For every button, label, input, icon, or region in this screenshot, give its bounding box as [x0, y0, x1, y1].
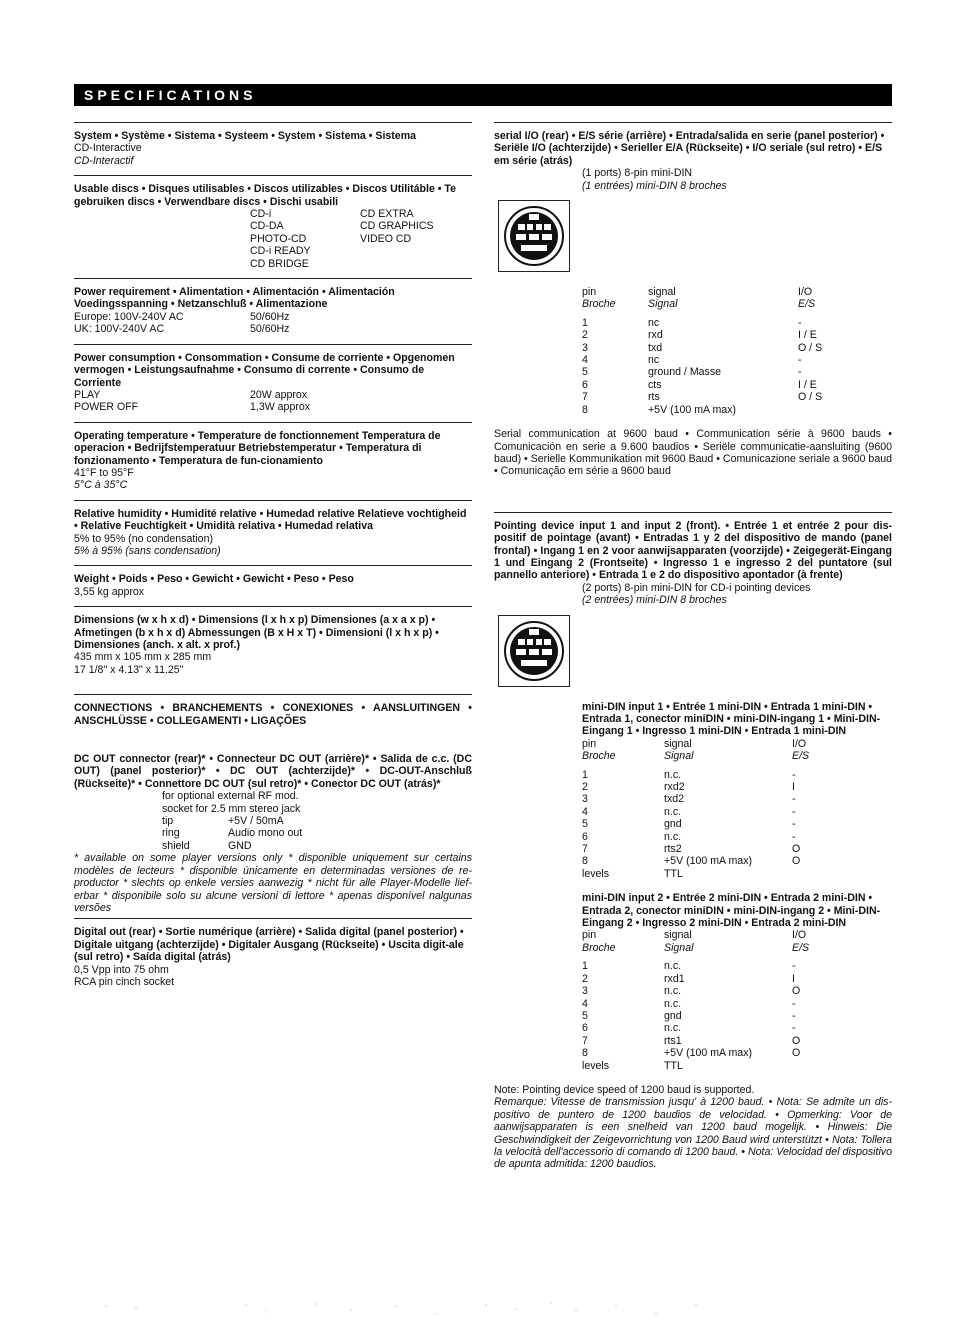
power-row: [74, 311, 472, 323]
pin-header: I/O: [798, 286, 813, 299]
power-row-label: Europe: 100V-240V AC: [74, 310, 184, 323]
consumption-row-value: 20W approx: [250, 388, 308, 401]
pin-io: I: [792, 781, 795, 793]
power-requirement-section: [74, 278, 472, 344]
consumption-row: [74, 389, 472, 401]
pin-signal: rts2: [664, 843, 682, 856]
pin-signal: nc: [648, 316, 660, 329]
disc-item: CD-DA: [250, 220, 284, 233]
system-value-fr: CD-Interactif: [74, 154, 134, 167]
pin-io: -: [792, 960, 796, 973]
humidity-value-fr: 5% à 95% (sans condensation): [74, 544, 221, 557]
pin-number: levels: [582, 867, 610, 880]
disc-item: [360, 245, 470, 257]
disc-item: CD BRIDGE: [250, 257, 309, 270]
discs-section: [74, 175, 472, 278]
dcout-pins: [162, 815, 472, 852]
power-row-value: 50/60Hz: [250, 310, 290, 323]
dcout-footnote: * available on some player versions only * disponible uniquement sur certains modèles de lecteurs * disponible únicamente en determinadas versiones de re-productor * slechts op enkele versies aanwezig * nicht für alle Player-Modelle lief-erbar * disponibile solo su alcune versioni di lettore * apenas disponível nalgunas versões: [74, 852, 472, 914]
disc-item: PHOTO-CD: [250, 232, 307, 245]
serial-ports: (1 ports) 8-pin mini-DIN: [582, 167, 693, 180]
pin-io: -: [792, 830, 796, 843]
temperature-value-c: 5°C à 35°C: [74, 479, 128, 492]
disc-item: VIDEO CD: [360, 232, 412, 245]
pin-number: levels: [582, 1059, 610, 1072]
pin-signal: gnd: [664, 1009, 682, 1022]
digital-out-value: 0,5 Vpp into 75 ohm: [74, 963, 169, 976]
dcout-pin-label: ring: [162, 827, 180, 840]
pin-number: 3: [582, 985, 588, 998]
dimensions-metric: 435 mm x 105 mm x 285 mm: [74, 651, 212, 664]
pin-number: 6: [582, 378, 588, 391]
pin-signal: n.c.: [664, 985, 682, 998]
pin-io: [798, 404, 858, 416]
dcout-section: [74, 753, 472, 918]
pin-io: [792, 868, 832, 880]
digital-out-heading: Digital out (rear) • Sortie numérique (arrière) • Salida digital (panel posterior) • Digitale uitgang (achterzijde) • Digitaler Ausgang (Rückseite) • Uscita digit-ale (sul retro) • Saída digital (atrás): [74, 926, 464, 964]
dcout-line: for optional external RF mod.: [162, 790, 299, 803]
pin-signal: n.c.: [664, 805, 682, 818]
pin-io: -: [792, 793, 796, 806]
system-section: [74, 122, 472, 175]
power-row-label: UK: 100V-240V AC: [74, 323, 165, 336]
pin-header: pin: [582, 286, 597, 299]
serial-pin-table: [582, 286, 892, 416]
pin-header: signal: [664, 737, 692, 750]
connections-section: [74, 694, 472, 753]
power-row-value: 50/60Hz: [250, 323, 290, 336]
pin-header: I/O: [792, 737, 807, 750]
pin-signal: n.c.: [664, 830, 682, 843]
pin-header-fr: E/S: [792, 750, 810, 763]
pin-number: 7: [582, 391, 588, 404]
pin-signal: +5V (100 mA max): [664, 1047, 753, 1060]
pin-number: 6: [582, 1022, 588, 1035]
pin-signal: rxd: [648, 329, 663, 342]
power-consumption-heading: Power consumption • Consommation • Consume de corriente • Opgenomen vermogen • Leistungsaufnahme • Consumo di corrente • Consumo de Corriente: [74, 351, 455, 389]
weight-section: [74, 565, 472, 606]
pin-signal: txd2: [664, 793, 685, 806]
dimensions-section: [74, 606, 472, 694]
pin-io: O / S: [798, 391, 823, 404]
pin-io: -: [792, 1009, 796, 1022]
pin-number: 4: [582, 997, 588, 1010]
pin-io: O: [792, 843, 801, 856]
disc-item: CD-i READY: [250, 245, 311, 258]
humidity-value: 5% to 95% (no condensation): [74, 532, 213, 545]
pin-io: -: [792, 805, 796, 818]
input2-heading: mini-DIN input 2 • Entrée 2 mini-DIN • Entrada 2 mini-DIN • Entrada 2, conector miniDIN • mini-DIN-ingang 2 • Mini-DIN-Eingang 2 • Ingresso 2 mini-DIN • Entrada 2 mini-DIN: [582, 892, 881, 930]
input1-heading: mini-DIN input 1 • Entrée 1 mini-DIN • Entrada 1 mini-DIN • Entrada 1, conector miniDIN • mini-DIN-ingang 1 • Mini-DIN-Eingang 1 • Ingresso 1 mini-DIN • Entrada 1 mini-DIN: [582, 700, 881, 738]
scan-noise-decoration: [96, 1300, 736, 1324]
discs-list: [250, 208, 472, 270]
pin-number: 8: [582, 403, 588, 416]
humidity-section: [74, 500, 472, 566]
pin-number: 2: [582, 972, 588, 985]
pin-io: -: [798, 354, 802, 367]
dcout-pin-value: Audio mono out: [228, 827, 303, 840]
power-row: [74, 323, 472, 335]
dcout-pin-label: shield: [162, 839, 190, 852]
system-value: CD-Interactive: [74, 142, 142, 155]
pin-signal: gnd: [664, 818, 682, 831]
temperature-heading: Operating temperature • Temperature de fonctionnement Temperatura de operacion • Bedrijfstemperatuur Betriebstemperatur • Temperatura di fonzionamento • Temperatura de fun-cionamiento: [74, 429, 441, 467]
serial-section: [494, 122, 892, 512]
power-consumption-section: [74, 344, 472, 422]
dcout-heading: DC OUT connector (rear)* • Connecteur DC OUT (arrière)* • Salida de c.c. (DC OUT) (panel posterior)* • DC OUT (achterzijde)* • DC-OUT-Anschluß (Rückseite)* • Connettore DC OUT (sul retro)* • Conector DC OUT (atrás)*: [74, 753, 472, 790]
pin-signal: rts1: [664, 1034, 682, 1047]
pin-signal: rts: [648, 391, 660, 404]
pin-header-fr: Broche: [582, 750, 616, 763]
pin-signal: rxd1: [664, 972, 685, 985]
pin-number: 2: [582, 329, 588, 342]
power-requirement-heading: Power requirement • Alimentation • Alimentación • Alimentación Voedingsspanning • Netzanschluß • Alimentazione: [74, 286, 395, 311]
consumption-row-label: PLAY: [74, 388, 101, 401]
pin-io: -: [792, 818, 796, 831]
pin-io: O: [792, 985, 801, 998]
pointing-section: [494, 512, 892, 1179]
pointing-ports-fr: (2 entrées) mini-DIN 8 broches: [582, 594, 727, 607]
pin-number: 3: [582, 793, 588, 806]
pin-header-fr: Signal: [664, 750, 694, 763]
pin-io: I / E: [798, 378, 817, 391]
pin-number: 8: [582, 1047, 588, 1060]
right-column: [494, 122, 892, 1179]
dimensions-heading: Dimensions (w x h x d) • Dimensions (l x h x p) Dimensiones (a x a x p) • Afmetingen (b x h x d) Abmessungen (B x H x T) • Dimensioni (l x h x p) • Dimensiones (anch. x alt. x prof.): [74, 614, 439, 651]
pin-signal: n.c.: [664, 1022, 682, 1035]
pin-header: I/O: [792, 929, 807, 942]
specifications-banner: SPECIFICATIONS: [74, 84, 892, 106]
pin-io: -: [792, 768, 796, 781]
pin-header-fr: Broche: [582, 941, 616, 954]
pin-header-fr: E/S: [798, 298, 816, 311]
temperature-section: [74, 422, 472, 500]
consumption-row-value: 1,3W approx: [250, 401, 311, 414]
disc-item: CD EXTRA: [360, 208, 414, 221]
pin-number: 1: [582, 960, 588, 973]
weight-value: 3,55 kg approx: [74, 585, 145, 598]
pointing-ports: (2 ports) 8-pin mini-DIN for CD-i pointing devices: [582, 581, 811, 594]
pin-signal: n.c.: [664, 997, 682, 1010]
dcout-line: socket for 2.5 mm stereo jack: [162, 802, 301, 815]
pin-number: 5: [582, 818, 588, 831]
pin-number: 6: [582, 830, 588, 843]
pin-signal: TTL: [664, 1059, 683, 1072]
digital-out-socket: RCA pin cinch socket: [74, 975, 175, 988]
serial-heading: serial I/O (rear) • E/S série (arrière) • Entrada/salida en serie (panel posterior) • Seriële I/O (achterzijde) • Serieller E/A (Rückseite) • I/O seriale (sul retro) • E/S em série (atrás): [494, 130, 885, 167]
pin-io: O: [792, 1047, 801, 1060]
dcout-pin-value: GND: [228, 839, 252, 852]
pin-signal: cts: [648, 378, 662, 391]
pin-signal: +5V (100 mA max): [648, 403, 737, 416]
pin-header-fr: Signal: [648, 298, 678, 311]
pin-io: I / E: [798, 329, 817, 342]
pin-number: 1: [582, 316, 588, 329]
pin-io: O: [792, 1034, 801, 1047]
pin-number: 8: [582, 855, 588, 868]
pin-signal: txd: [648, 341, 663, 354]
serial-note: Serial communication at 9600 baud • Communication série à 9600 bauds • Comunicación en serie a 9.600 baudios • Seriële communicatie-aansluiting (9600 baud) • Serielle Kommunikation mit 9600 Baud • Comunicazione seriale a 9600 baud • Comunicação em série a 9600 baud: [494, 428, 892, 478]
pin-signal: TTL: [664, 867, 683, 880]
pin-number: 4: [582, 805, 588, 818]
mini-din-connector-icon: [498, 615, 570, 687]
dimensions-imperial: 17 1/8" x 4.13" x 11.25": [74, 663, 184, 676]
pin-io: O: [792, 855, 801, 868]
pin-header: signal: [664, 929, 692, 942]
pointing-speed-note: Note: Pointing device speed of 1200 baud is supported.: [494, 1083, 755, 1096]
disc-item: CD-i: [250, 208, 272, 221]
pin-io: -: [798, 316, 802, 329]
pin-header-fr: E/S: [792, 941, 810, 954]
input1-block: [582, 701, 892, 1072]
pin-number: 4: [582, 354, 588, 367]
pin-io: -: [798, 366, 802, 379]
pin-number: 5: [582, 366, 588, 379]
connections-heading: CONNECTIONS • BRANCHEMENTS • CONEXIONES • AANSLUITINGEN • ANSCHLÜSSE • COLLEGAMENTI • LIGAÇÕES: [74, 702, 472, 727]
pin-number: 2: [582, 781, 588, 793]
pin-io: -: [792, 997, 796, 1010]
consumption-row-label: POWER OFF: [74, 401, 139, 414]
pin-signal: n.c.: [664, 960, 682, 973]
input1-pin-table: [582, 738, 892, 880]
serial-ports-fr: (1 entrées) mini-DIN 8 broches: [582, 179, 727, 192]
pin-io: -: [792, 1022, 796, 1035]
disc-item: CD GRAPHICS: [360, 220, 434, 233]
pin-number: 7: [582, 1034, 588, 1047]
pin-header: signal: [648, 286, 676, 299]
consumption-row: [74, 401, 472, 413]
pin-number: 5: [582, 1009, 588, 1022]
pin-number: 3: [582, 341, 588, 354]
pin-number: 7: [582, 843, 588, 856]
dcout-pin-value: +5V / 50mA: [228, 815, 284, 828]
pin-signal: rxd2: [664, 781, 685, 793]
pointing-heading: Pointing device input 1 and input 2 (front). • Entrée 1 et entrée 2 pour dis-positif de pointage (avant) • Entradas 1 y 2 del dispositivo de mando (panel frontal) • Ingang 1 en 2 voor aanwijsapparaten (voorzijde) • Zeigegerät-Eingang 1 und Eingang 2 (Frontseite) • Ingresso 1 e ingresso 2 del puntatore (sul pannello anteriore) • Entrada 1 e 2 do dispositivo apontador (à frente): [494, 519, 892, 582]
pin-header: pin: [582, 737, 597, 750]
pin-signal: ground / Masse: [648, 366, 722, 379]
digital-out-section: [74, 918, 472, 996]
pin-header-fr: Broche: [582, 298, 616, 311]
disc-item: [360, 258, 470, 270]
weight-heading: Weight • Poids • Peso • Gewicht • Gewicht • Peso • Peso: [74, 573, 354, 586]
pin-io: [792, 1060, 832, 1072]
humidity-heading: Relative humidity • Humidité relative • Humedad relative Relatieve vochtigheid • Relative Feuchtigkeit • Umidità relativa • Humedad relativa: [74, 507, 467, 533]
pin-signal: +5V (100 mA max): [664, 855, 753, 868]
mini-din-connector-icon: [498, 200, 570, 272]
pin-signal: nc: [648, 354, 660, 367]
pin-header: pin: [582, 929, 597, 942]
temperature-value: 41°F to 95°F: [74, 466, 134, 479]
pin-header-fr: Signal: [664, 941, 694, 954]
dcout-pin-label: tip: [162, 815, 174, 828]
pointing-speed-note-translations: Remarque: Vitesse de transmission jusqu' à 1200 baud. • Nota: Se admite un dis-positivo de puntero de 1200 baudios de velocidad. • Opmerking: Voor de aanwijsapparaten is een snelheid van 1200 baud mogelijk. • Hinweis: Die Geschwindigkeit der Zeigevorrichtung von 1200 Baud wird unterstützt • Nota: Tollera la velocità dell'accessorio di comando di 1200 baud. • Nota: Velocidad del dispositivo de apunta admitida: 1200 baudios.: [494, 1096, 892, 1171]
pin-signal: n.c.: [664, 768, 682, 781]
left-column: [74, 122, 472, 996]
input2-pin-table: [582, 929, 892, 1071]
pin-io: O / S: [798, 341, 823, 354]
system-heading: System • Système • Sistema • Systeem • System • Sistema • Sistema: [74, 130, 417, 142]
pin-io: I: [792, 972, 795, 985]
discs-heading: Usable discs • Disques utilisables • Discos utilizables • Discos Utilitáble • Te gebruiken discs • Verwendbare discs • Dischi usabili: [74, 183, 457, 208]
pin-number: 1: [582, 768, 588, 781]
